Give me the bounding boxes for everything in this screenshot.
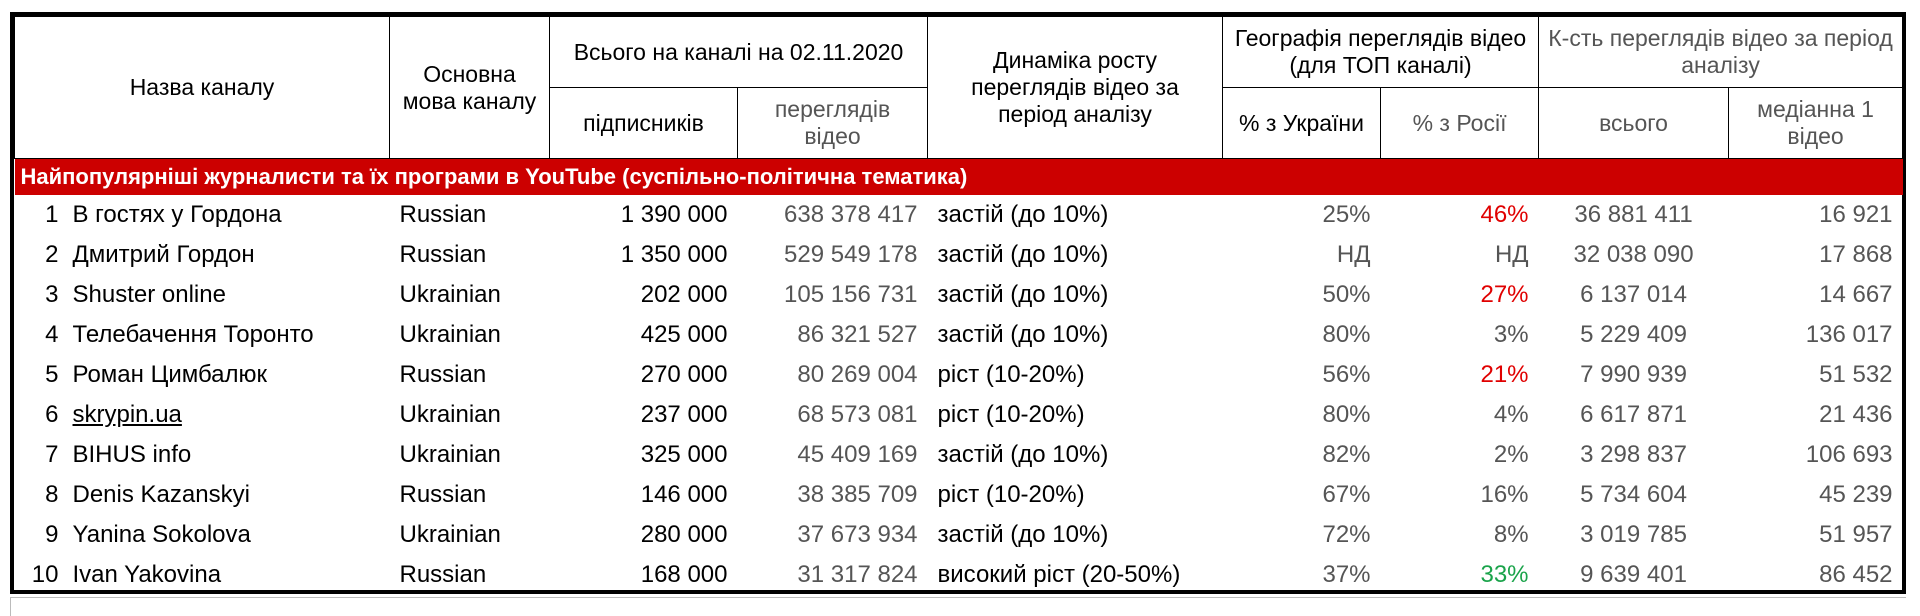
cell-pct-ukraine: 50%: [1322, 281, 1371, 308]
cell-period-median: 51 532: [1819, 361, 1893, 388]
cell-pct-ukraine: 82%: [1322, 441, 1371, 468]
cell-period-median: 16 921: [1819, 201, 1893, 228]
channel-link[interactable]: skrypin.ua: [72, 401, 182, 428]
cell-pct-russia: 21%: [1480, 361, 1529, 388]
rank-number: 4: [45, 321, 59, 348]
cell-channel: [15, 235, 390, 275]
table-row: [15, 395, 1903, 435]
cell-language: Russian: [399, 561, 487, 588]
cell-period-total: 5 734 604: [1580, 481, 1687, 508]
table-row: [15, 555, 1903, 595]
cell-channel: [15, 355, 390, 395]
table-row: [15, 235, 1903, 275]
cell-views: 45 409 169: [797, 441, 918, 468]
cell-language: Ukrainian: [399, 441, 501, 468]
cell-pct-russia: 46%: [1480, 201, 1529, 228]
cell-pct-russia: 33%: [1480, 561, 1529, 588]
rank-number: 6: [45, 401, 59, 428]
divider: [10, 597, 1906, 598]
cell-pct-russia: 4%: [1493, 401, 1529, 428]
cell-period-total: 3 019 785: [1580, 521, 1687, 548]
cell-channel: [15, 435, 390, 475]
cell-growth: застій (до 10%): [937, 201, 1109, 228]
cell-period-total: 6 617 871: [1580, 401, 1687, 428]
cell-growth: застій (до 10%): [937, 281, 1109, 308]
header-period-group: К-сть переглядів відео за період аналізу: [1539, 17, 1903, 88]
channel-name: Yanina Sokolova: [72, 521, 251, 548]
cell-pct-ukraine: 25%: [1322, 201, 1371, 228]
cell-channel: [15, 555, 390, 595]
cell-channel: [15, 515, 390, 555]
cell-pct-russia: 2%: [1493, 441, 1529, 468]
cell-period-median: 106 693: [1805, 441, 1893, 468]
cell-period-total: 7 990 939: [1580, 361, 1687, 388]
cell-growth: застій (до 10%): [937, 521, 1109, 548]
header-totals-group: Всього на каналі на 02.11.2020: [550, 17, 928, 88]
cell-period-median: 86 452: [1819, 561, 1893, 588]
rank-number: 7: [45, 441, 59, 468]
header-period-total: всього: [1539, 88, 1729, 159]
table-row: [15, 275, 1903, 315]
header-subscribers: підписників: [550, 88, 738, 159]
cell-subscribers: 202 000: [640, 281, 728, 308]
cell-growth: застій (до 10%): [937, 321, 1109, 348]
cell-views: 638 378 417: [784, 201, 918, 228]
cell-language: Ukrainian: [399, 401, 501, 428]
header-language: Основна мова каналу: [390, 17, 550, 159]
cell-period-median: 17 868: [1819, 241, 1893, 268]
table-row: [15, 475, 1903, 515]
cell-language: Russian: [399, 481, 487, 508]
cell-views: 529 549 178: [784, 241, 918, 268]
cell-views: 38 385 709: [797, 481, 918, 508]
rank-number: 10: [31, 561, 59, 588]
cell-language: Russian: [399, 201, 487, 228]
cell-pct-russia: 16%: [1480, 481, 1529, 508]
cell-subscribers: 425 000: [640, 321, 728, 348]
cell-growth: ріст (10-20%): [937, 481, 1085, 508]
table-row: [15, 515, 1903, 555]
channel-name: В гостях у Гордона: [72, 201, 282, 228]
cell-pct-ukraine: НД: [1336, 241, 1371, 268]
channel-name: Ivan Yakovina: [72, 561, 222, 588]
header-period-median: медіанна 1 відео: [1729, 88, 1903, 159]
channel-name: BIHUS info: [72, 441, 192, 468]
channels-table: [14, 16, 1903, 595]
cell-language: Ukrainian: [399, 281, 501, 308]
cell-views: 68 573 081: [797, 401, 918, 428]
cell-pct-ukraine: 72%: [1322, 521, 1371, 548]
cell-period-total: 9 639 401: [1580, 561, 1687, 588]
cell-pct-ukraine: 80%: [1322, 321, 1371, 348]
cell-channel: [15, 475, 390, 515]
cell-growth: високий ріст (20-50%): [937, 561, 1181, 588]
cell-language: Ukrainian: [399, 321, 501, 348]
cell-language: Ukrainian: [399, 521, 501, 548]
cell-pct-russia: 8%: [1493, 521, 1529, 548]
cell-subscribers: 1 350 000: [620, 241, 728, 268]
header-growth: Динаміка росту переглядів відео за період аналізу: [928, 17, 1223, 159]
cell-subscribers: 237 000: [640, 401, 728, 428]
channel-name: Роман Цимбалюк: [72, 361, 268, 388]
cell-pct-ukraine: 80%: [1322, 401, 1371, 428]
rank-number: 9: [45, 521, 59, 548]
rank-number: 1: [45, 201, 59, 228]
header-geo-group: Географія переглядів відео (для ТОП каналі): [1223, 17, 1539, 88]
cell-period-median: 136 017: [1805, 321, 1893, 348]
cell-period-total: 36 881 411: [1574, 201, 1693, 228]
section-title: Найпопулярніші журналисти та їх програми в YouTube (суспільно-політична тематика): [15, 159, 1903, 196]
cell-language: Russian: [399, 241, 487, 268]
cell-views: 37 673 934: [797, 521, 918, 548]
cell-period-total: 6 137 014: [1580, 281, 1687, 308]
cell-views: 105 156 731: [784, 281, 918, 308]
cell-subscribers: 325 000: [640, 441, 728, 468]
cell-subscribers: 280 000: [640, 521, 728, 548]
cell-views: 31 317 824: [797, 561, 918, 588]
channel-name: Телебачення Торонто: [72, 321, 314, 348]
cell-growth: ріст (10-20%): [937, 361, 1085, 388]
rank-number: 2: [45, 241, 59, 268]
cell-channel: [15, 315, 390, 355]
cell-pct-russia: 27%: [1480, 281, 1529, 308]
channel-name: Denis Kazanskyi: [72, 481, 250, 508]
cell-subscribers: 270 000: [640, 361, 728, 388]
header-pct-ukraine: % з України: [1223, 88, 1381, 159]
cell-growth: ріст (10-20%): [937, 401, 1085, 428]
channel-name: Дмитрий Гордон: [72, 241, 255, 268]
cell-period-median: 14 667: [1819, 281, 1893, 308]
table-row: [15, 195, 1903, 235]
cell-views: 80 269 004: [797, 361, 918, 388]
cell-pct-ukraine: 37%: [1322, 561, 1371, 588]
cell-channel: [15, 395, 390, 435]
cell-pct-russia: 3%: [1493, 321, 1529, 348]
rank-number: 5: [45, 361, 59, 388]
cell-period-total: 3 298 837: [1580, 441, 1687, 468]
cell-pct-ukraine: 67%: [1322, 481, 1371, 508]
cell-channel: [15, 275, 390, 315]
channel-name: Shuster online: [72, 281, 226, 308]
cell-language: Russian: [399, 361, 487, 388]
rank-number: 3: [45, 281, 59, 308]
header-channel-name: Назва каналу: [15, 17, 390, 159]
divider: [10, 597, 11, 616]
cell-subscribers: 146 000: [640, 481, 728, 508]
table-row: [15, 355, 1903, 395]
rank-number: 8: [45, 481, 59, 508]
header-views: переглядів відео: [738, 88, 928, 159]
cell-channel: [15, 195, 390, 235]
cell-subscribers: 1 390 000: [620, 201, 728, 228]
cell-growth: застій (до 10%): [937, 241, 1109, 268]
table-row: [15, 435, 1903, 475]
table-row: [15, 315, 1903, 355]
cell-period-total: 32 038 090: [1573, 241, 1694, 268]
cell-period-median: 45 239: [1819, 481, 1893, 508]
cell-pct-ukraine: 56%: [1322, 361, 1371, 388]
header-pct-russia: % з Росії: [1381, 88, 1539, 159]
cell-growth: застій (до 10%): [937, 441, 1109, 468]
cell-pct-russia: НД: [1494, 241, 1529, 268]
cell-period-median: 21 436: [1819, 401, 1893, 428]
cell-views: 86 321 527: [797, 321, 918, 348]
cell-subscribers: 168 000: [640, 561, 728, 588]
cell-period-total: 5 229 409: [1580, 321, 1687, 348]
cell-period-median: 51 957: [1819, 521, 1893, 548]
